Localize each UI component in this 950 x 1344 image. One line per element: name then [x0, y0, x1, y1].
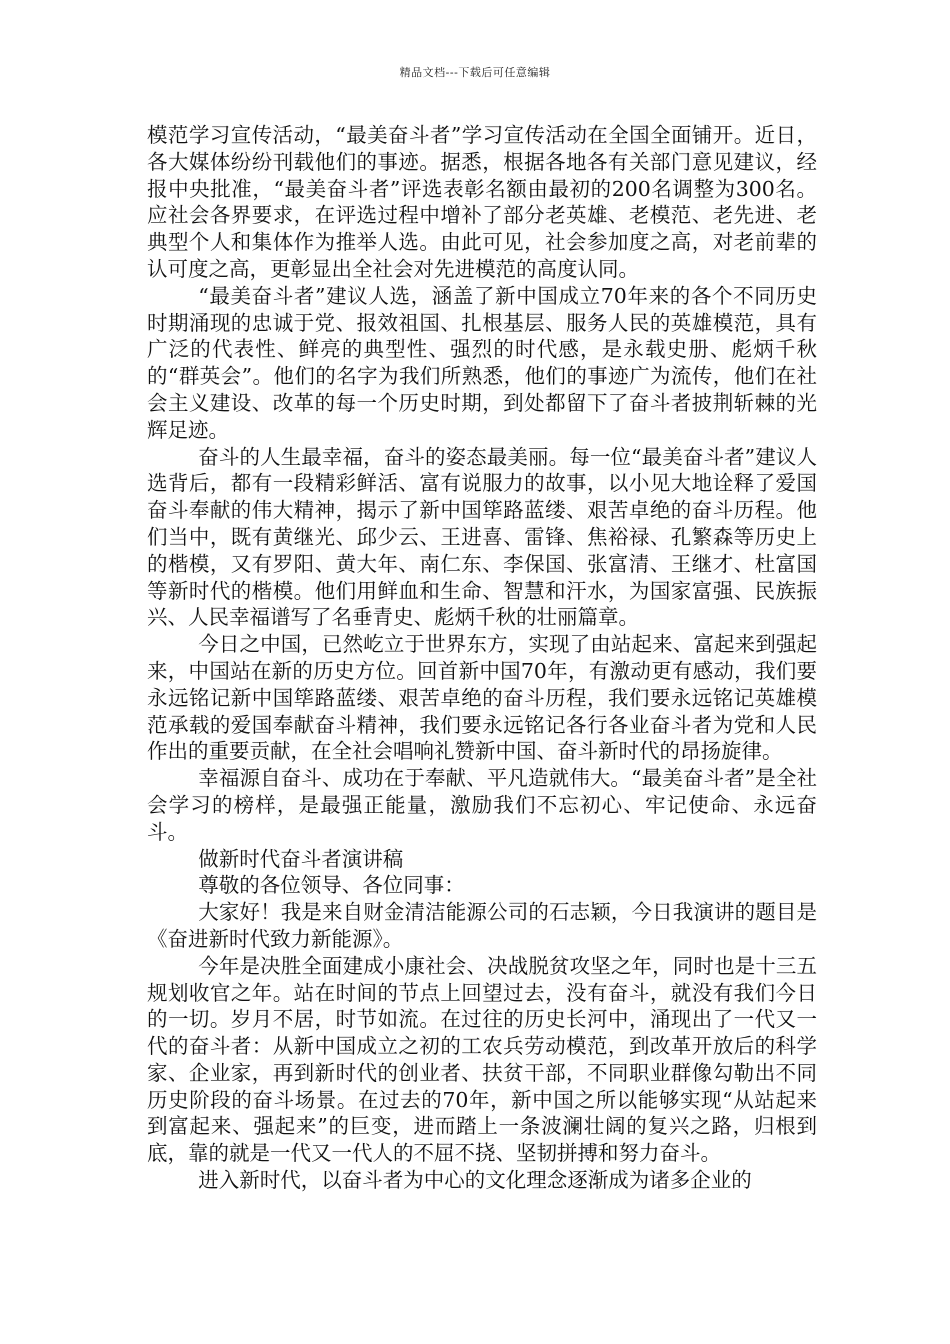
salutation: 尊敬的各位领导、各位同事：	[198, 873, 465, 898]
page-header: 精品文档---下载后可任意编辑	[399, 66, 551, 79]
paragraph: 模范学习宣传活动，“最美奋斗者”学习宣传活动在全国全面铺开。近日，各大媒体纷纷刊载他们的事迹。据悉，根据各地各有关部门意见建议，经报中央批准，“最美奋斗者”评选表彰名额由最初的200名调整为300名。应社会各界要求，在评选过程中增补了部分老英雄、老模范、老先进、老典型个人和集体作为推举人选。由此可见，社会参加度之高，对老前辈的认可度之高，更彰显出全社会对先进模范的高度认同。	[147, 123, 817, 281]
paragraph: 奋斗的人生最幸福，奋斗的姿态最美丽。每一位“最美奋斗者”建议人选背后，都有一段精彩鲜活、富有说服力的故事，以小见大地诠释了爱国奋斗奉献的伟大精神，揭示了新中国筚路蓝缕、艰苦卓绝的奋斗历程。他们当中，既有黄继光、邱少云、王进喜、雷锋、焦裕禄、孔繁森等历史上的楷模，又有罗阳、黄大年、南仁东、李保国、张富清、王继才、杜富国等新时代的楷模。他们用鲜血和生命、智慧和汗水，为国家富强、民族振兴、人民幸福谱写了名垂青史、彪炳千秋的壮丽篇章。	[147, 444, 817, 630]
paragraph: 大家好！我是来自财金清洁能源公司的石志颖，今日我演讲的题目是《奋进新时代致力新能源》。	[147, 900, 817, 951]
paragraph: 今日之中国，已然屹立于世界东方，实现了由站起来、富起来到强起来，中国站在新的历史方位。回首新中国70年，有激动更有感动，我们要永远铭记新中国筚路蓝缕、艰苦卓绝的奋斗历程，我们要永远铭记英雄模范承载的爱国奉献奋斗精神，我们要永远铭记各行各业奋斗者为党和人民作出的重要贡献，在全社会唱响礼赞新中国、奋斗新时代的昂扬旋律。	[147, 632, 817, 764]
paragraph: 进入新时代，以奋斗者为中心的文化理念逐渐成为诸多企业的	[198, 1168, 752, 1193]
paragraph: 今年是决胜全面建成小康社会、决战脱贫攻坚之年，同时也是十三五规划收官之年。站在时间的节点上回望过去，没有奋斗，就没有我们今日的一切。岁月不居，时节如流。在过往的历史长河中，涌现出了一代又一代的奋斗者：从新中国成立之初的工农兵劳动模范，到改革开放后的科学家、企业家，再到新时代的创业者、扶贫干部，不同职业群像勾勒出不同历史阶段的奋斗场景。在过去的70年，新中国之所以能够实现“从站起来到富起来、强起来”的巨变，进而踏上一条波澜壮阔的复兴之路，归根到底，靠的就是一代又一代人的不屈不挠、坚韧拼搏和努力奋斗。	[147, 953, 817, 1166]
document-body	[147, 122, 817, 1194]
paragraph: 幸福源自奋斗、成功在于奉献、平凡造就伟大。“最美奋斗者”是全社会学习的榜样，是最强正能量，激励我们不忘初心、牢记使命、永远奋斗。	[147, 766, 817, 844]
speech-title: 做新时代奋斗者演讲稿	[198, 846, 404, 871]
paragraph: “最美奋斗者”建议人选，涵盖了新中国成立70年来的各个不同历史时期涌现的忠诚于党、报效祖国、扎根基层、服务人民的英雄模范，具有广泛的代表性、鲜亮的典型性、强烈的时代感，是永载史册、彪炳千秋的“群英会”。他们的名字为我们所熟悉，他们的事迹广为流传，他们在社会主义建设、改革的每一个历史时期，到处都留下了奋斗者披荆斩棘的光辉足迹。	[147, 283, 817, 442]
